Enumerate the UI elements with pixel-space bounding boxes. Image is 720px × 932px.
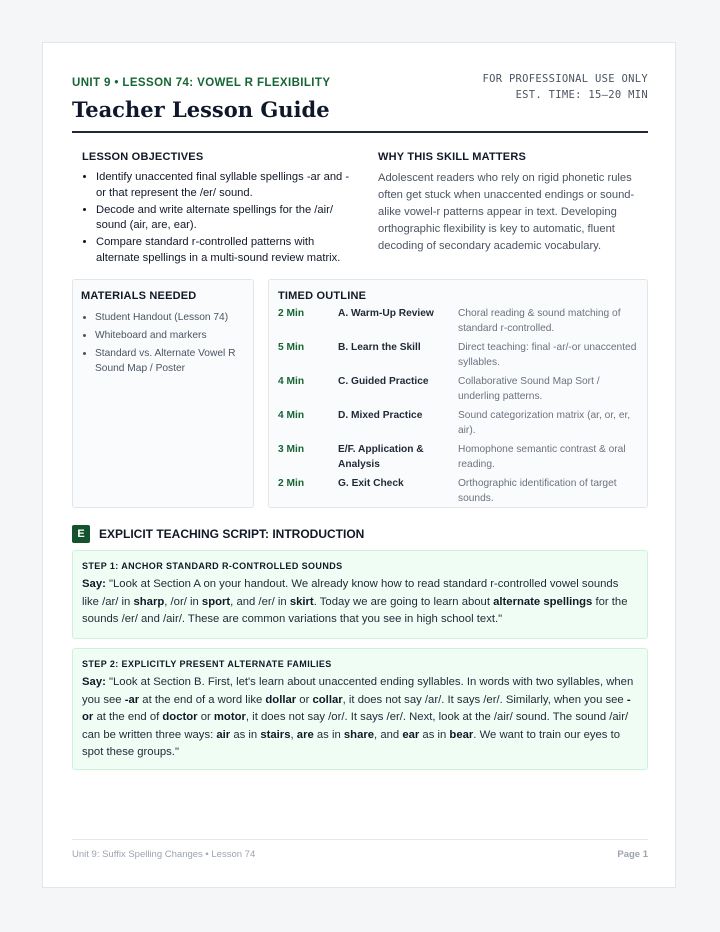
key-word: collar bbox=[312, 693, 343, 706]
material-item: • Whiteboard and markers bbox=[95, 328, 245, 343]
key-word: bear bbox=[449, 728, 474, 741]
outline-minutes: 2 Min bbox=[278, 478, 305, 489]
script-text: , it does not say /or/. It says /er/. Next, look at the /air/ sound. The sound /air/ can be written three ways: bbox=[82, 711, 629, 741]
section-title bbox=[72, 525, 364, 543]
outline-row bbox=[278, 408, 638, 438]
key-word: sharp bbox=[133, 595, 165, 608]
outline-minutes: 4 Min bbox=[278, 410, 305, 421]
outline-description: Collaborative Sound Map Sort / underling patterns. bbox=[458, 376, 600, 402]
why-skill-matters bbox=[378, 151, 648, 255]
script-text: , /or/ in bbox=[164, 595, 202, 608]
script-text: , and /er/ in bbox=[230, 595, 290, 608]
outline-activity: B. Learn the Skill bbox=[338, 342, 421, 353]
script-text: . We want to train our eyes to spot these groups." bbox=[82, 728, 621, 758]
script-step-2 bbox=[72, 648, 648, 770]
estimated-time: EST. TIME: 15–20 MIN bbox=[515, 89, 648, 101]
outline-minutes: 3 Min bbox=[278, 444, 305, 455]
outline-activity: A. Warm-Up Review bbox=[338, 308, 434, 319]
key-word: air bbox=[216, 728, 231, 741]
outline-description: Choral reading & sound matching of standard r-controlled. bbox=[458, 308, 621, 334]
timed-outline-box bbox=[268, 279, 648, 508]
step-heading: STEP 2: EXPLICITLY PRESENT ALTERNATE FAMILIES bbox=[82, 659, 332, 669]
key-word: motor bbox=[213, 711, 246, 723]
why-heading: WHY THIS SKILL MATTERS bbox=[378, 151, 527, 163]
page-number: Page 1 bbox=[617, 849, 648, 860]
outline-row bbox=[278, 340, 638, 370]
script-text: or bbox=[197, 711, 214, 723]
materials-box bbox=[72, 279, 254, 508]
outline-minutes: 2 Min bbox=[278, 308, 305, 319]
outline-activity: G. Exit Check bbox=[338, 478, 404, 489]
key-word: stairs bbox=[260, 728, 291, 741]
lesson-objectives bbox=[82, 151, 352, 268]
step-script bbox=[82, 674, 638, 762]
key-word: dollar bbox=[265, 693, 297, 706]
script-text: as in bbox=[313, 728, 344, 741]
outline-description: Direct teaching: final -ar/-or unaccented syllables. bbox=[458, 342, 637, 368]
outline-row bbox=[278, 476, 638, 506]
usage-note: FOR PROFESSIONAL USE ONLY bbox=[482, 73, 648, 85]
script-step-1 bbox=[72, 550, 648, 639]
lesson-page bbox=[42, 42, 676, 888]
outline-minutes: 4 Min bbox=[278, 376, 305, 387]
outline-heading: TIMED OUTLINE bbox=[278, 290, 367, 302]
script-text: , bbox=[290, 728, 297, 741]
script-text: "Look at Section A on your handout. We already know how to read standard r-controlled vowel sounds like /ar/ in bbox=[82, 578, 619, 608]
section-label: EXPLICIT TEACHING SCRIPT: INTRODUCTION bbox=[99, 527, 365, 541]
outline-row bbox=[278, 374, 638, 404]
section-badge: E bbox=[72, 525, 90, 543]
key-word: are bbox=[296, 728, 314, 741]
key-word: skirt bbox=[289, 595, 314, 608]
objectives-list bbox=[82, 170, 352, 266]
key-word: doctor bbox=[162, 711, 198, 723]
step-script bbox=[82, 576, 638, 629]
key-word: -or bbox=[82, 693, 631, 723]
key-word: sport bbox=[201, 595, 231, 608]
step-heading: STEP 1: ANCHOR STANDARD R-CONTROLLED SOUNDS bbox=[82, 561, 343, 571]
outline-description: Homophone semantic contrast & oral reading. bbox=[458, 444, 626, 470]
unit-lesson-eyebrow: UNIT 9 • LESSON 74: VOWEL R FLEXIBILITY bbox=[72, 77, 331, 89]
outline-minutes: 5 Min bbox=[278, 342, 305, 353]
outline-description: Orthographic identification of target sounds. bbox=[458, 478, 617, 504]
key-word: -ar bbox=[124, 693, 140, 706]
script-text: as in bbox=[419, 728, 450, 741]
header-meta bbox=[482, 71, 648, 103]
script-text: or bbox=[296, 693, 313, 706]
script-text: at the end of a word like bbox=[139, 693, 266, 706]
script-text: , it does not say /ar/. It says /er/. Similarly, when you see bbox=[342, 693, 627, 706]
header-divider bbox=[72, 131, 648, 133]
outline-row bbox=[278, 442, 638, 472]
outline-row bbox=[278, 306, 638, 336]
outline-activity: E/F. Application & Analysis bbox=[338, 444, 424, 470]
script-text: as in bbox=[230, 728, 261, 741]
why-text: Adolescent readers who rely on rigid phonetic rules often get stuck when unaccented endings or sound-alike vowel-r patterns appear in text. Developing orthographic flexibility is key to automatic, fluent decoding of secondary academic vocabulary. bbox=[378, 172, 635, 252]
script-text: at the end of bbox=[93, 711, 163, 723]
script-text: , and bbox=[374, 728, 403, 741]
page-title: Teacher Lesson Guide bbox=[72, 97, 330, 122]
outline-activity: D. Mixed Practice bbox=[338, 410, 423, 421]
outline-activity: C. Guided Practice bbox=[338, 376, 429, 387]
footer-course-label: Unit 9: Suffix Spelling Changes • Lesson 74 bbox=[72, 849, 256, 860]
say-label: Say: bbox=[82, 578, 106, 590]
outline-description: Sound categorization matrix (ar, or, er, air). bbox=[458, 410, 631, 436]
say-label: Say: bbox=[82, 676, 106, 688]
material-item: • Standard vs. Alternate Vowel R Sound Map / Poster bbox=[95, 346, 245, 376]
materials-list bbox=[81, 310, 245, 376]
objective-item: • Compare standard r-controlled patterns with alternate spellings in a multi-sound review matrix. bbox=[96, 235, 352, 266]
materials-heading: MATERIALS NEEDED bbox=[81, 290, 197, 302]
key-word: ear bbox=[402, 728, 420, 741]
material-item: • Student Handout (Lesson 74) bbox=[95, 310, 245, 325]
key-word: alternate spellings bbox=[493, 595, 593, 608]
script-text: "Look at Section B. First, let's learn about unaccented ending syllables. In words with two syllables, when you see bbox=[82, 676, 634, 706]
script-text: for the sounds /er/ and /air/. These are common variations that you see in high school text." bbox=[82, 595, 628, 625]
script-text: . Today we are going to learn about bbox=[313, 595, 494, 608]
objective-item: • Decode and write alternate spellings for the /air/ sound (air, are, ear). bbox=[96, 203, 352, 234]
objectives-heading: LESSON OBJECTIVES bbox=[82, 151, 204, 163]
footer-divider bbox=[72, 839, 648, 840]
objective-item: • Identify unaccented final syllable spellings -ar and -or that represent the /er/ sound. bbox=[96, 170, 352, 201]
key-word: share bbox=[343, 728, 375, 741]
